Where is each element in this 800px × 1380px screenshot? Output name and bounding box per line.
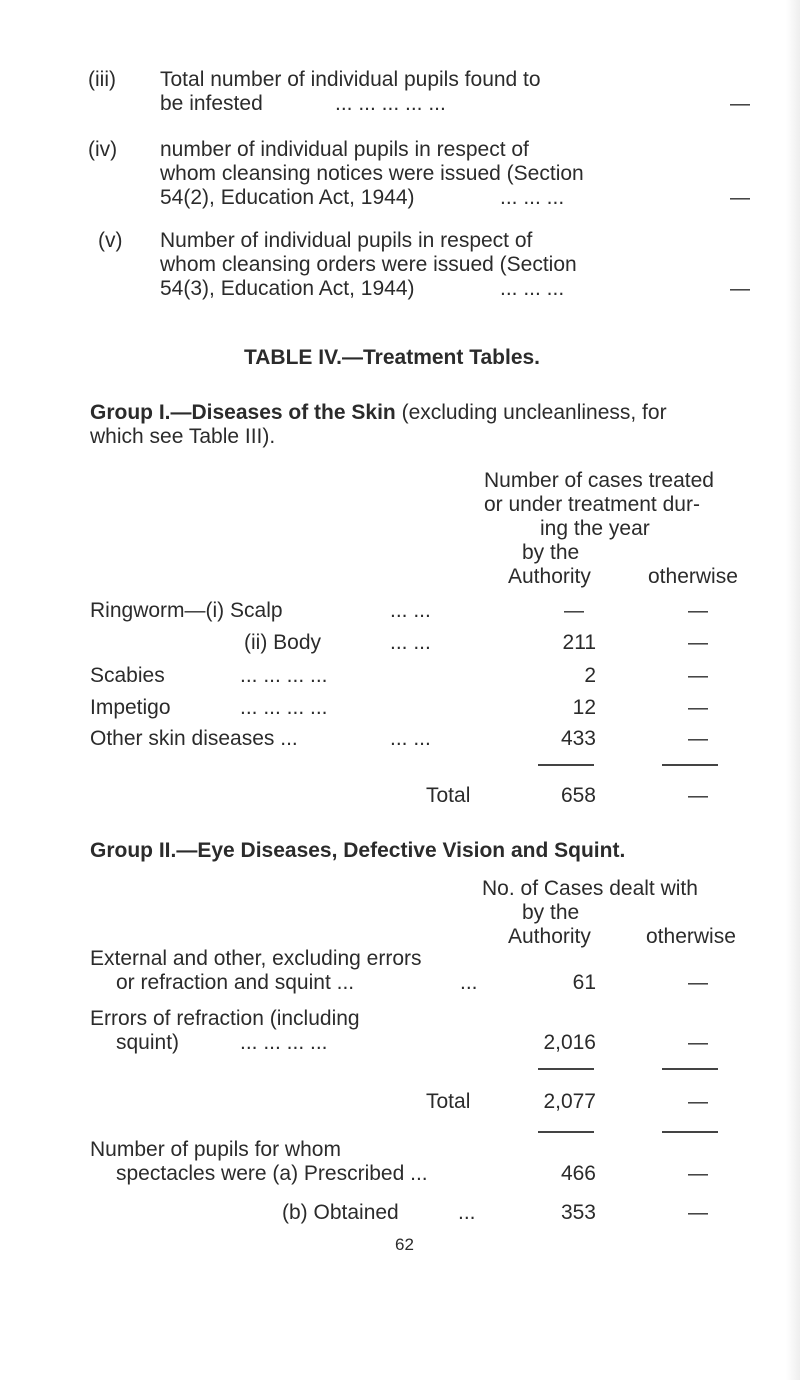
group1-heading-line2: which see Table III). [90,425,276,448]
row-other-skin-label: Other skin diseases ... [90,727,298,750]
group2-spectacles-rule-a [538,1131,594,1133]
group2-col-header: No. of Cases dealt with [482,877,698,900]
spectacles-prescribed-value: 466 [560,1162,596,1185]
group2-total-authority: 2,077 [543,1090,596,1113]
group1-col-header-1: Number of cases treated [484,469,714,492]
row-impetigo-dots: ... ... ... ... [240,696,328,719]
spectacles-obtained-label: (b) Obtained [282,1201,399,1224]
row-impetigo-otherwise: — [688,697,708,719]
group1-heading-rest: (excluding uncleanliness, for [395,401,667,424]
group2-row1-line2: or refraction and squint ... [116,971,355,994]
item-iv-line3: 54(2), Education Act, 1944) [160,186,415,209]
row-ringworm-scalp-otherwise: — [688,600,708,622]
row-other-skin-otherwise: — [688,728,708,750]
spectacles-line1: Number of pupils for whom [90,1138,341,1161]
group1-total-rule-a [538,764,594,766]
item-v-dots: ... ... ... [500,277,565,300]
group2-row1-authority: 61 [572,971,596,994]
group2-total-rule-b [662,1068,718,1070]
row-ringworm-scalp-label: Ringworm—(i) Scalp [90,599,283,622]
item-iv-label: (iv) [88,138,118,161]
group2-row2-dots: ... ... ... ... [240,1031,328,1054]
group2-row1-otherwise: — [688,972,708,994]
group2-col-b: otherwise [646,925,736,948]
item-iii-line1: Total number of individual pupils found to [160,68,541,91]
page-edge-shadow [786,0,800,1380]
group1-heading [90,400,667,426]
group1-total-authority: 658 [560,784,596,807]
group1-col-b: otherwise [648,565,738,588]
spectacles-obtained-value: 353 [560,1201,596,1224]
item-iv-dots: ... ... ... [500,186,565,209]
group1-col-header-2: or under treatment dur- [484,493,700,516]
row-ringworm-scalp-dots: ... ... [390,599,431,622]
group1-col-header-3: ing the year [540,517,650,540]
group2-col-a-1: by the [522,901,580,924]
row-ringworm-body-label: (ii) Body [244,631,322,654]
group2-row2-authority: 2,016 [543,1031,596,1054]
spectacles-obtained-dots: ... [458,1201,476,1224]
group2-row1-dots: ... [460,971,478,994]
group2-col-a-2: Authority [508,925,591,948]
row-ringworm-scalp-authority: — [564,600,584,622]
row-scabies-authority: 2 [584,664,596,687]
group2-spectacles-rule-b [662,1131,718,1133]
group2-total-rule-a [538,1068,594,1070]
row-other-skin-authority: 433 [560,727,596,750]
page-number: 62 [395,1235,414,1254]
group2-heading: Group II.—Eye Diseases, Defective Vision and Squint. [90,839,626,862]
group1-col-a-1: by the [522,541,580,564]
group1-total-rule-b [662,764,718,766]
group1-heading-bold: Group I.—Diseases of the Skin [90,401,396,424]
row-impetigo-authority: 12 [572,696,596,719]
group1-col-a-2: Authority [508,565,591,588]
row-scabies-label: Scabies [90,664,165,687]
item-v-value: — [730,278,750,300]
row-ringworm-body-dots: ... ... [390,631,431,654]
item-iii-line2: be infested [160,92,263,115]
group2-total-label: Total [426,1090,471,1113]
item-v-line1: Number of individual pupils in respect of [160,229,533,252]
row-other-skin-dots: ... ... [390,727,431,750]
item-iii-label: (iii) [88,68,116,91]
row-ringworm-body-authority: 211 [562,631,596,654]
item-iii-value: — [730,93,750,115]
spectacles-prescribed-otherwise: — [688,1163,708,1185]
spectacles-line2: spectacles were (a) Prescribed ... [116,1162,428,1185]
row-ringworm-body-otherwise: — [688,632,708,654]
spectacles-obtained-otherwise: — [688,1202,708,1224]
table-title: TABLE IV.—Treatment Tables. [244,346,541,369]
row-scabies-otherwise: — [688,665,708,687]
group2-total-otherwise: — [688,1091,708,1113]
row-scabies-dots: ... ... ... ... [240,664,328,687]
item-iv-line1: number of individual pupils in respect of [160,138,529,161]
group1-total-otherwise: — [688,785,708,807]
item-v-line2: whom cleansing orders were issued (Section [160,253,577,276]
group2-row2-otherwise: — [688,1032,708,1054]
item-iv-line2: whom cleansing notices were issued (Section [160,162,584,185]
row-impetigo-label: Impetigo [90,696,171,719]
item-v-line3: 54(3), Education Act, 1944) [160,277,415,300]
group2-row2-line2: squint) [116,1031,180,1054]
item-iv-value: — [730,187,750,209]
group2-row2-line1: Errors of refraction (including [90,1007,360,1030]
group1-total-label: Total [426,784,471,807]
item-v-label: (v) [98,229,123,252]
group2-row1-line1: External and other, excluding errors [90,947,422,970]
item-iii-dots: ... ... ... ... ... [335,92,446,115]
